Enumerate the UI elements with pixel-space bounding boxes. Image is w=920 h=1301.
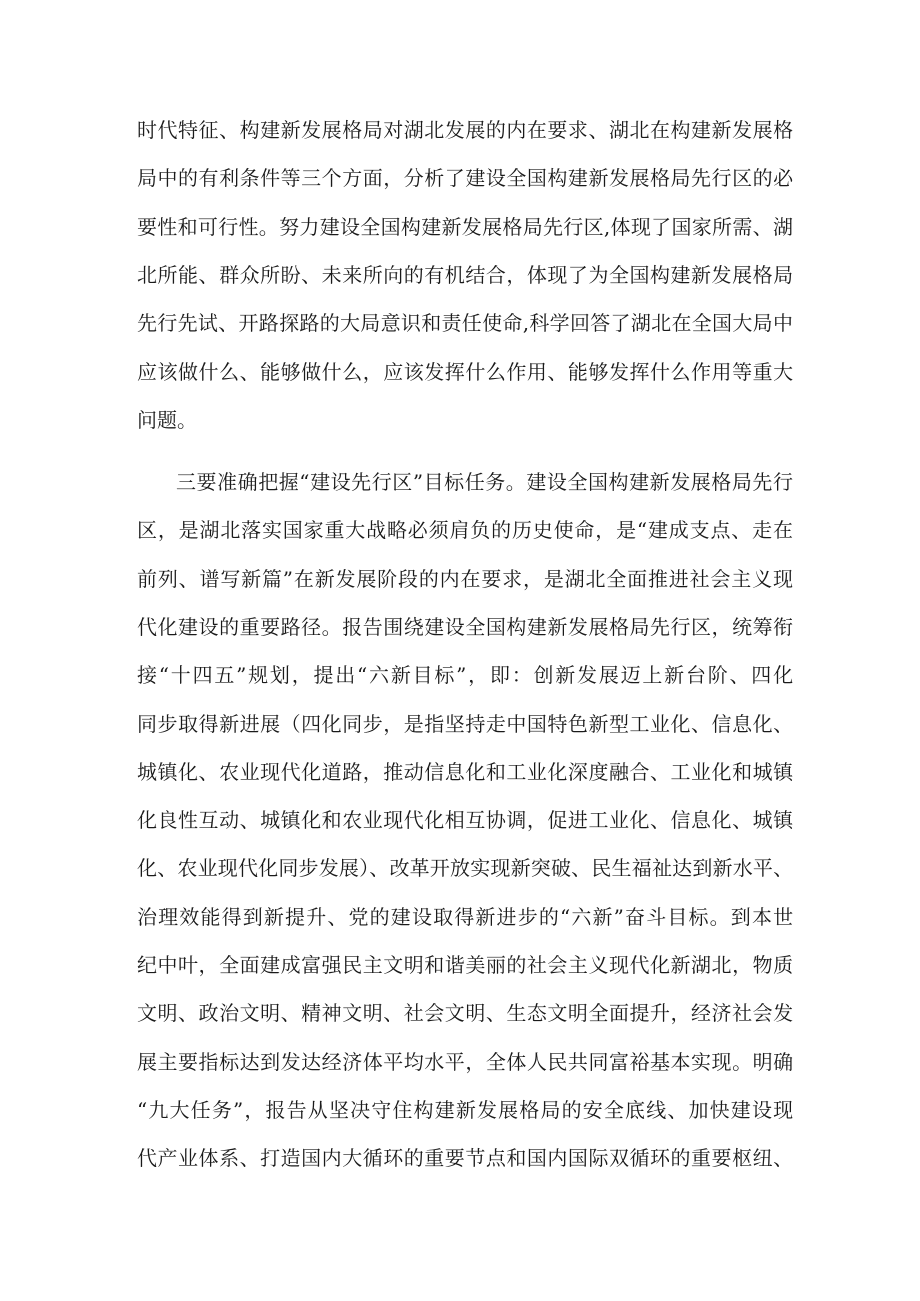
text-line: “九大任务”，报告从坚决守住构建新发展格局的安全底线、加快建设现 (137, 1098, 795, 1122)
text-line: 同步取得新进展（四化同步，是指坚持走中国特色新型工业化、信息化、 (137, 712, 794, 736)
text-line: 北所能、群众所盼、未来所向的有机结合，体现了为全国构建新发展格局 (137, 263, 794, 287)
text-line: 接“十四五”规划，提出“六新目标”，即：创新发展迈上新台阶、四化 (137, 663, 795, 687)
text-line: 纪中叶，全面建成富强民主文明和谐美丽的社会主义现代化新湖北，物质 (137, 953, 794, 977)
text-line: 化、农业现代化同步发展）、改革开放实现新突破、民生福祉达到新水平、 (137, 856, 794, 880)
text-line: 代产业体系、打造国内大循环的重要节点和国内国际双循环的重要枢纽、 (137, 1146, 794, 1170)
text-line: 时代特征、构建新发展格局对湖北发展的内在要求、湖北在构建新发展格 (137, 118, 794, 142)
text-line: 三要准确把握“建设先行区”目标任务。建设全国构建新发展格局先行 (176, 470, 794, 494)
text-line: 区，是湖北落实国家重大战略必须肩负的历史使命，是“建成支点、走在 (137, 518, 794, 542)
text-line: 局中的有利条件等三个方面，分析了建设全国构建新发展格局先行区的必 (137, 166, 794, 190)
text-line: 化良性互动、城镇化和农业现代化相互协调，促进工业化、信息化、城镇 (137, 808, 794, 832)
text-line: 城镇化、农业现代化道路，推动信息化和工业化深度融合、工业化和城镇 (137, 760, 794, 784)
text-line: 治理效能得到新提升、党的建设取得新进步的“六新”奋斗目标。到本世 (137, 905, 795, 929)
text-line: 问题。 (137, 408, 197, 432)
text-line: 应该做什么、能够做什么，应该发挥什么作用、能够发挥什么作用等重大 (137, 360, 794, 384)
text-line: 展主要指标达到发达经济体平均水平，全体人民共同富裕基本实现。明确 (137, 1050, 794, 1074)
text-line: 文明、政治文明、精神文明、社会文明、生态文明全面提升，经济社会发 (137, 1001, 794, 1025)
text-line: 代化建设的重要路径。报告围绕建设全国构建新发展格局先行区，统筹衔 (137, 615, 794, 639)
text-line: 要性和可行性。努力建设全国构建新发展格局先行区,体现了国家所需、湖 (137, 215, 794, 239)
text-line: 前列、谱写新篇”在新发展阶段的内在要求，是湖北全面推进社会主义现 (137, 567, 794, 591)
text-line: 先行先试、开路探路的大局意识和责任使命,科学回答了湖北在全国大局中 (137, 311, 794, 335)
